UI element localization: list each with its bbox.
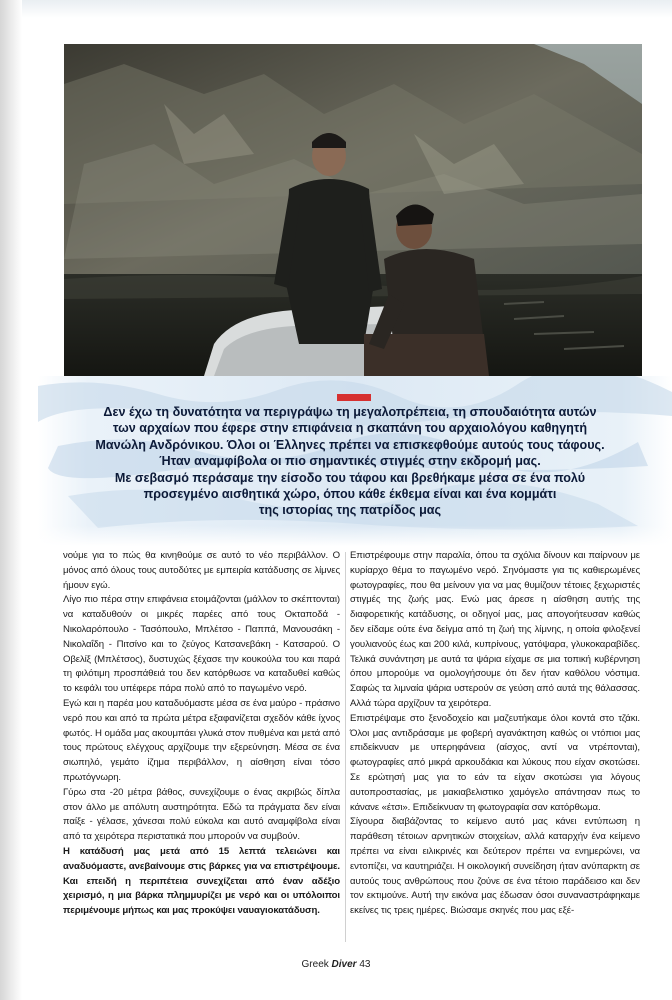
paragraph: νούμε για το πώς θα κινηθούμε σε αυτό το νέο περιβάλλον. Ο μόνος από όλους τους αυτοδύτες με εμπειρία κατάδυσης σε λίμνες ήμουν εγώ. <box>63 550 340 591</box>
quote-line: των αρχαίων που έφερε στην επιφάνεια η σκαπάνη του αρχαιολόγου καθηγητή <box>112 421 588 436</box>
lake-boat-photo <box>64 44 642 376</box>
red-accent-bar <box>337 394 371 401</box>
page-footer <box>0 959 672 970</box>
quote-line: Ήταν αναμφίβολα οι πιο σημαντικές στιγμές στην εκδρομή μας. <box>159 454 541 469</box>
paragraph: Επιστρέψαμε στο ξενοδοχείο και μαζευτήκαμε όλοι κοντά στο τζάκι. Όλοι μας αντιδράσαμε με φοβερή αγανάκτηση καθώς οι ντόπιοι μας επιδείκνυαν με υπερηφάνεια (αίσχος, αντί να ντρέπονται), φωτογραφίες από μικρά αρκουδάκια και λύκους που είχαν σκοτώσει. Σε ερώτησή μας για το εάν τα είχαν σκοτώσει για λόγους αυτοπροστασίας, με μακιαβελιστικο χαμόγελο απάντησαν πως το κάνανε «έτσι». Επιδείκνυαν τη φωτογραφία σαν κατόρθωμα. <box>350 712 640 813</box>
quote-line: της ιστορίας της πατρίδος μας <box>258 503 442 518</box>
paragraph: Εγώ και η παρέα μου καταδυόμαστε μέσα σε ένα μαύρο - πράσινο νερό που και από τα πρώτα μέτρα εξαφανίζεται σχεδόν κάθε ίχνος φωτός. Η ομάδα μας ακουμπάει γλυκά στον πυθμένα και μετά από τους πρώτους ελέγχους αρχίζουμε την εξερεύνηση. Μέσα σε ένα σιωπηλό, γεμάτο ίζημα περιβάλλον, η αίσθηση είναι τόσο πρωτόγνωρη. <box>63 697 340 783</box>
page-number: 43 <box>356 959 371 970</box>
paragraph: Λίγο πιο πέρα στην επιφάνεια ετοιμάζονται (μάλλον το σκέπτονται) να καταδυθούν οι μικρές παρέες από τους Οκταποδά - Νικολαρόπουλο - Τασόπουλο, Μπλέτσο - Παππά, Μανουσάκη - Νικολαΐδη - Πιτσίνο και το ζεύγος Κατσανεβάκη - Κατσαρού. Ο Οβελίξ (Μπλέτσος), δυστυχώς ξέχασε την κουκούλα του και παρά τη φιλότιμη προσπάθειά του δεν κατόρθωσε να καταδυθεί καθώς το κεφάλι του υπέφερε πάρα πολύ από το παγωμένο νερό. <box>63 594 340 695</box>
pull-quote <box>60 404 640 519</box>
quote-line: προσεγμένο αισθητικά χώρο, όπου κάθε έκθεμα είναι και ένα κομμάτι <box>143 487 557 502</box>
paragraph: Επιστρέφουμε στην παραλία, όπου τα σχόλια δίνουν και παίρνουν με κυρίαρχο θέμα το παγωμένο νερό. Σηνόμαστε για τις καθιερωμένες φωτογραφίες, που θα μείνουν για να μας θυμίζουν τέτοιες ξεχωριστές στιγμές της ζωής μας. Ενώ μας άρεσε η αίσθηση αυτής της διαφορετικής κατάδυσης, οι οδηγοί μας, μας απογοήτευσαν καθώς δεν είδαμε ούτε ένα δείγμα από τη ζωή της λίμνης, η οποία φιλοξενεί γουλιανούς έως και 200 κιλά, κυπρίνους, γατόψαρα, γλυκοκαραβίδες. Τελικά συνάντηση με αυτά τα ψάρια είχαμε σε μια τοπική κυβέρνηση όπου μπορούμε να ομολογήσουμε ότι δεν ήταν καθόλου νόστιμα. Σαφώς τα λιμναία ψάρια υστερούν σε γεύση από αυτά της θάλασσας. Αλλά τώρα αρχίζουν τα χειρότερα. <box>350 550 640 709</box>
paragraph: Γύρω στα -20 μέτρα βάθος, συνεχίζουμε ο ένας ακριβώς δίπλα στον άλλο με απόλυτη αυστηρότητα. Εδώ τα πράγματα δεν είναι παίξε - γέλασε, χάνεσαι πολύ εύκολα και αυτό αναμφίβολα είναι από τα χειρότερα περιστατικά που μπορούν να συμβούν. <box>63 786 340 843</box>
top-edge-fade <box>22 0 672 18</box>
footer-brand-regular: Greek <box>301 959 332 970</box>
footer-brand-bold: Diver <box>331 959 357 970</box>
paragraph-bold: Η κατάδυσή μας μετά από 15 λεπτά τελειώνει και αναδυόμαστε, ανεβαίνουμε στις βάρκες για να επιστρέψουμε. Και επειδή η περιπέτεια συνεχίζεται από έναν αδέξιο χειρισμό, η μια βάρκα πλημμυρίζει με νερό και οι υπόλοιποι περιμένουμε μήπως και μας προκύψει ναυαγιοκατάδυση. <box>63 845 340 917</box>
right-column <box>350 549 640 919</box>
left-column <box>63 549 340 919</box>
paragraph: Σίγουρα διαβάζοντας το κείμενο αυτό μας κάνει εντύπωση η παράθεση τέτοιων αρνητικών στοιχείων, αλλά καταρχήν ένα κείμενο πρέπει να είναι ειλικρινές και δεύτερον πρέπει να ενημερώνει, να εντοπίζει, να καυτηριάζει. Η οικολογική συνείδηση ήταν ανύπαρκτη σε αυτούς τους ανθρώπους που ζούνε σε ένα τέτοιο παράδεισο και δεν τον εκτιμούνε. Αυτή την εικόνα μας έδωσαν όσοι συναναστράφηκαμε εκείνες τις τρεις ημέρες. Βιώσαμε σκηνές που μας εξέ- <box>350 816 640 917</box>
quote-line: Μανώλη Ανδρόνικου. Όλοι οι Έλληνες πρέπει να επισκεφθούμε αυτούς τους τάφους. <box>95 437 605 452</box>
page-gutter-shadow <box>0 0 22 1000</box>
quote-line: Δεν έχω τη δυνατότητα να περιγράψω τη μεγαλοπρέπεια, τη σπουδαιότητα αυτών <box>103 405 597 419</box>
column-divider <box>345 552 346 942</box>
quote-line: Με σεβασμό περάσαμε την είσοδο του τάφου και βρεθήκαμε μέσα σε ένα πολύ <box>114 470 586 485</box>
